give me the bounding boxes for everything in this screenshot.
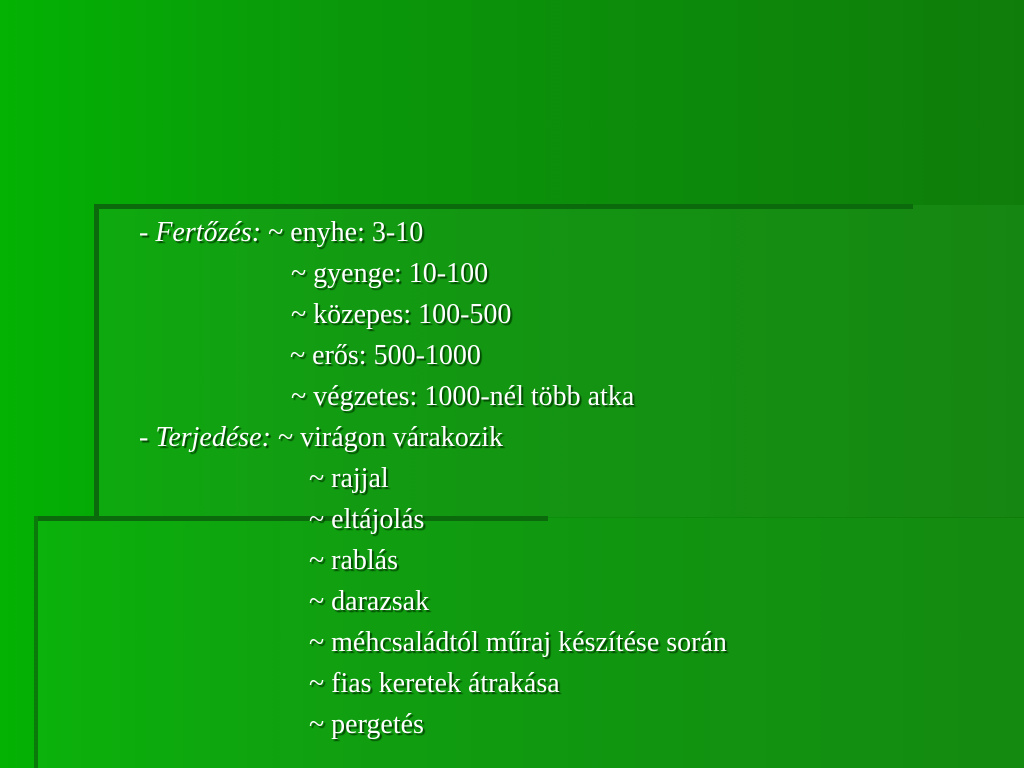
infection-item: ~ gyenge: 10-100 <box>291 258 489 289</box>
decorative-bar-left-lower <box>34 516 38 768</box>
infection-label: Fertőzés: <box>155 217 262 248</box>
spread-item: ~ virágon várakozik <box>277 422 504 453</box>
spread-item: ~ darazsak <box>309 586 430 617</box>
infection-line-1 <box>139 217 423 249</box>
spread-item: ~ rablás <box>309 545 399 576</box>
infection-item: ~ erős: 500-1000 <box>290 340 481 371</box>
spread-item: ~ eltájolás <box>309 504 425 535</box>
infection-item: ~ közepes: 100-500 <box>291 299 512 330</box>
decorative-bar-top <box>96 204 913 209</box>
infection-bullet: - <box>139 217 156 248</box>
spread-line-1 <box>139 422 503 454</box>
spread-item: ~ méhcsaládtól műraj készítése során <box>309 627 727 658</box>
decorative-bar-middle <box>36 516 548 521</box>
spread-item: ~ pergetés <box>309 709 424 740</box>
spread-item: ~ rajjal <box>309 463 389 494</box>
decorative-bar-left <box>94 204 99 518</box>
spread-item: ~ fias keretek átrakása <box>309 668 560 699</box>
infection-item: ~ végzetes: 1000-nél több atka <box>291 381 635 412</box>
spread-bullet: - <box>139 422 156 453</box>
infection-item: ~ enyhe: 3-10 <box>268 217 424 248</box>
decorative-panel-top <box>96 205 1024 517</box>
spread-label: Terjedése: <box>155 422 271 453</box>
